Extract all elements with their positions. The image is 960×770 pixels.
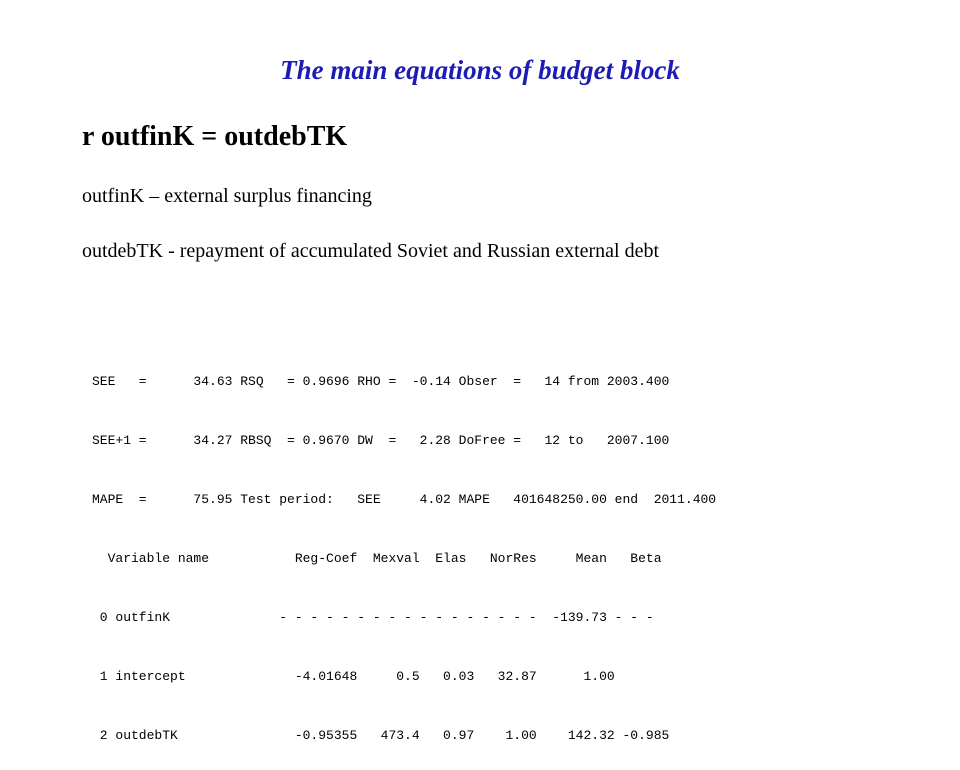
- regression-stats-line-see: SEE = 34.63 RSQ = 0.9696 RHO = -0.14 Obser = 14 from 2003.400: [92, 374, 670, 389]
- definition-outdebTK: outdebTK - repayment of accumulated Soviet and Russian external debt: [82, 240, 660, 262]
- regression-stats-line-mape: MAPE = 75.95 Test period: SEE 4.02 MAPE 401648250.00 end 2011.400: [92, 492, 717, 507]
- definition-outfinK: outfinK – external surplus financing: [82, 185, 372, 207]
- regression-output: [92, 342, 716, 770]
- regression-row-outdebTK: 2 outdebTK -0.95355 473.4 0.97 1.00 142.32 -0.985: [92, 728, 670, 743]
- regression-row-outfinK: 0 outfinK - - - - - - - - - - - - - - - - - -139.73 - - -: [92, 610, 654, 625]
- slide-title: The main equations of budget block: [280, 55, 680, 85]
- regression-row-intercept: 1 intercept -4.01648 0.5 0.03 32.87 1.00: [92, 669, 615, 684]
- regression-stats-line-see-plus-1: SEE+1 = 34.27 RBSQ = 0.9670 DW = 2.28 DoFree = 12 to 2007.100: [92, 433, 670, 448]
- regression-table-header: Variable name Reg-Coef Mexval Elas NorRes Mean Beta: [92, 551, 662, 566]
- equation-heading: r outfinK = outdebTK: [82, 121, 348, 152]
